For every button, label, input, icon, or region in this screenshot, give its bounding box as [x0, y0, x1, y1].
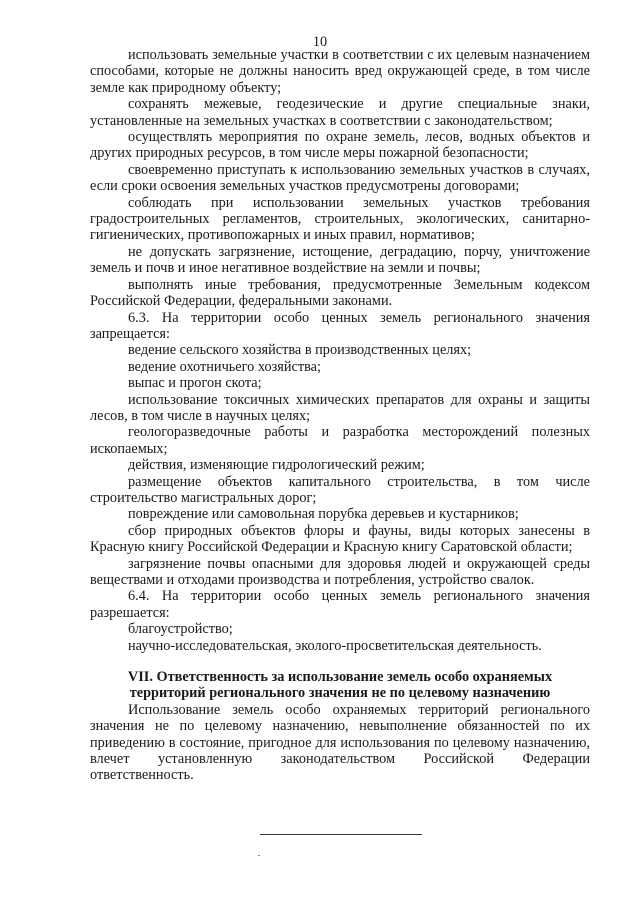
paragraph-group-obligations: [90, 47, 590, 654]
paragraph: научно-исследовательская, эколого-просветительская деятельность.: [128, 637, 542, 654]
paragraph: соблюдать при использовании земельных участков требования градостроительных регламентов, строительных, экологических, санитарно-гигиенических, противопожарных и иных правил, нормативов;: [90, 194, 590, 244]
paragraph: не допускать загрязнение, истощение, деградацию, порчу, уничтожение земель и почв и иное негативное воздействие на земли и почвы;: [90, 243, 590, 277]
scan-speck: [258, 855, 260, 856]
section-heading-line-1: VII. Ответственность за использование земель особо охраняемых: [127, 669, 553, 686]
paragraph: ведение охотничьего хозяйства;: [128, 358, 321, 375]
paragraph: загрязнение почвы опасными для здоровья людей и окружающей среды веществами и отходами производства и потребления, устройство свалок.: [90, 555, 590, 588]
section-heading: [90, 669, 590, 702]
paragraph: своевременно приступать к использованию земельных участков в случаях, если сроки освоения земельных участков предусмотрены договорами;: [90, 161, 590, 195]
paragraph: выпас и прогон скота;: [128, 375, 262, 392]
paragraph: действия, изменяющие гидрологический режим;: [128, 457, 425, 474]
paragraph: использование токсичных химических препаратов для охраны и защиты лесов, в том числе в научных целях;: [90, 391, 590, 424]
paragraph: 6.4. На территории особо ценных земель регионального значения разрешается:: [90, 588, 590, 621]
paragraph: использовать земельные участки в соответствии с их целевым назначением способами, которые не должны наносить вред окружающей среде, в том числе земле как природному объекту;: [90, 47, 590, 96]
paragraph: выполнять иные требования, предусмотренные Земельным кодексом Российской Федерации, федеральными законами.: [90, 276, 590, 310]
paragraph: осуществлять мероприятия по охране земель, лесов, водных объектов и других природных ресурсов, в том числе меры пожарной безопасности;: [90, 129, 590, 162]
paragraph: 6.3. На территории особо ценных земель регионального значения запрещается:: [90, 309, 590, 342]
page-number: 10: [312, 34, 328, 50]
document-body: [90, 47, 590, 784]
paragraph: ведение сельского хозяйства в производственных целях;: [128, 342, 472, 359]
paragraph: сохранять межевые, геодезические и другие специальные знаки, установленные на земельных участках в соответствии с законодательством;: [90, 96, 590, 129]
paragraph: повреждение или самовольная порубка деревьев и кустарников;: [128, 506, 519, 523]
paragraph: геологоразведочные работы и разработка месторождений полезных ископаемых;: [90, 424, 590, 457]
footer-rule: [260, 834, 422, 835]
paragraph: сбор природных объектов флоры и фауны, виды которых занесены в Красную книгу Российской Федерации и Красную книгу Саратовской области;: [90, 522, 590, 556]
section-heading-line-2: территорий регионального значения не по целевому назначению: [129, 685, 551, 702]
paragraph: благоустройство;: [128, 621, 233, 638]
paragraph: Использование земель особо охраняемых территорий регионального значения не по целевому назначению, невыполнение обязанностей по их приведению в состояние, пригодное для использования по целевому назначению, влечет установленную законодательством Российской Федерации ответственность.: [90, 701, 590, 784]
paragraph-group-responsibility: [90, 702, 590, 784]
paragraph: размещение объектов капитального строительства, в том числе строительство магистральных дорог;: [90, 473, 590, 506]
